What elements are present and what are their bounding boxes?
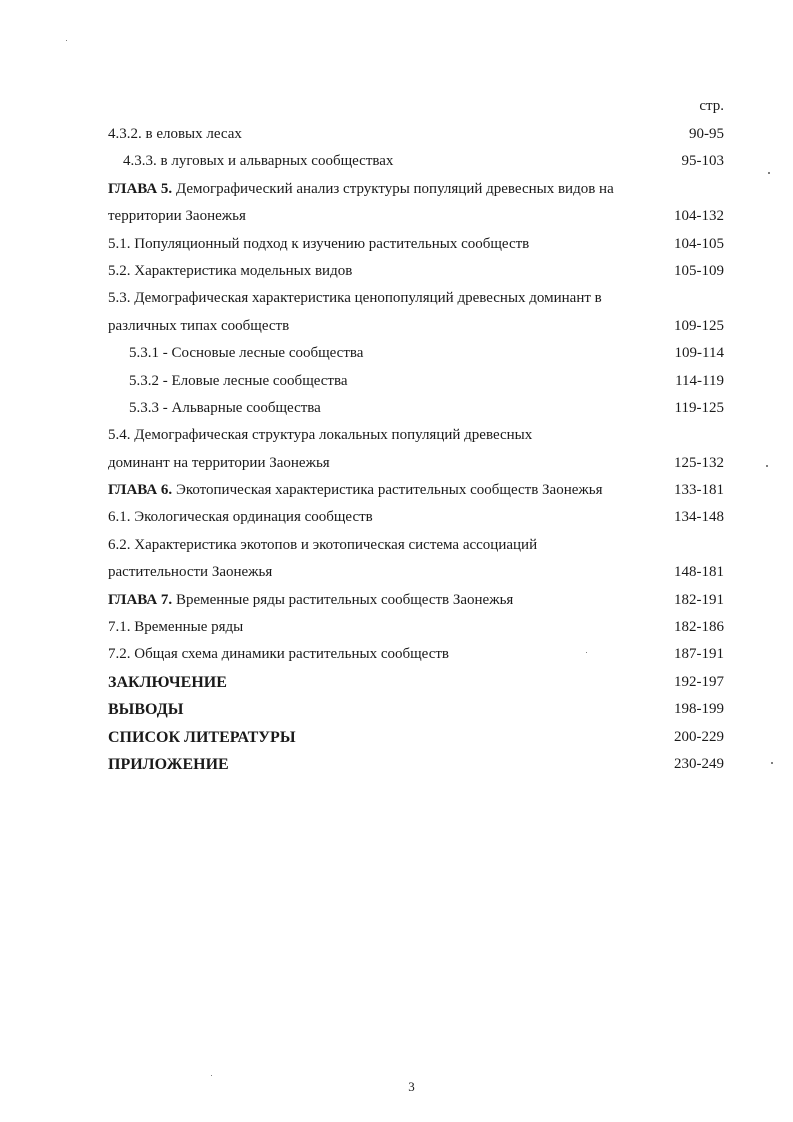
chapter-title: Экотопическая характеристика растительных сообществ Заонежья (172, 482, 603, 499)
toc-entry-text: доминант на территории Заонежья (108, 454, 330, 471)
toc-entry-5-3 (108, 285, 724, 312)
toc-entry-text: 5.3.3 - Альварные сообщества (129, 399, 321, 416)
toc-entry-pages: 134-148 (674, 509, 724, 526)
toc-entry-6-1 (108, 504, 724, 531)
toc-entry-6-2-continued (108, 559, 724, 586)
toc-entry-text (108, 176, 614, 203)
toc-entry-text: 5.4. Демографическая структура локальных популяций древесных (108, 427, 533, 444)
toc-references (108, 724, 724, 751)
scan-speck (768, 172, 770, 174)
scan-speck (771, 762, 773, 764)
scan-speck (586, 652, 587, 653)
toc-findings (108, 696, 724, 723)
toc-entry-pages: 133-181 (674, 482, 724, 499)
toc-entry-pages: 104-132 (674, 208, 724, 225)
toc-entry-6-2 (108, 532, 724, 559)
toc-entry-text (108, 587, 513, 614)
toc-entry-text: 5.3.2 - Еловые лесные сообщества (129, 372, 348, 389)
toc-entry-text: 5.1. Популяционный подход к изучению растительных сообществ (108, 235, 530, 252)
chapter-label: ГЛАВА 6. (108, 482, 173, 499)
toc-entry-5-3-continued (108, 313, 724, 340)
toc-entry-text: СПИСОК ЛИТЕРАТУРЫ (108, 728, 296, 746)
toc-entry-text: 5.3.1 - Сосновые лесные сообщества (129, 345, 364, 362)
toc-entry-5-2 (108, 258, 724, 285)
toc-entry-7-1 (108, 614, 724, 641)
toc-entry-pages: 230-249 (674, 755, 724, 772)
toc-entry-text: 6.1. Экологическая ординация сообществ (108, 509, 373, 526)
toc-entry-pages: 182-186 (674, 619, 724, 636)
chapter-title: Временные ряды растительных сообществ Заонежья (172, 591, 514, 608)
toc-entry-pages: 104-105 (674, 235, 724, 252)
toc-entry-pages: 114-119 (675, 372, 724, 389)
toc-entry-5-4 (108, 422, 724, 449)
toc-entry-4-3-2 (108, 121, 724, 148)
scan-speck (66, 40, 67, 41)
toc-entry-pages: 198-199 (674, 701, 724, 718)
toc-entry-7-2 (108, 641, 724, 668)
toc-entry-text: 5.3. Демографическая характеристика ценопопуляций древесных доминант в (108, 290, 602, 307)
toc-entry-pages: 192-197 (674, 673, 724, 690)
toc-entry-pages: 105-109 (674, 262, 724, 279)
pages-column-label: стр. (699, 98, 724, 114)
toc-appendix (108, 751, 724, 778)
toc-chapter-6-heading (108, 477, 724, 504)
toc-chapter-5-heading (108, 176, 724, 203)
toc-entry-text (108, 477, 603, 504)
toc-entry-text: 6.2. Характеристика экотопов и экотопическая система ассоциаций (108, 536, 538, 553)
toc-entry-5-1 (108, 231, 724, 258)
toc-entry-pages: 119-125 (674, 399, 724, 416)
toc-entry-5-3-3 (108, 395, 724, 422)
toc-entry-text: ВЫВОДЫ (108, 701, 184, 719)
chapter-title: Демографический анализ структуры популяций древесных видов на (172, 180, 614, 197)
toc-entry-text: ПРИЛОЖЕНИЕ (108, 755, 229, 773)
toc-entry-4-3-3 (108, 148, 724, 175)
toc-entry-text: территории Заонежья (108, 208, 246, 225)
toc-entry-text: различных типах сообществ (108, 317, 290, 334)
toc-entry-text: ЗАКЛЮЧЕНИЕ (108, 673, 227, 691)
toc-entry-pages: 187-191 (674, 646, 724, 663)
toc-entry-pages: 109-114 (674, 345, 724, 362)
toc-entry-pages: 90-95 (689, 126, 724, 142)
page-number: 3 (408, 1079, 415, 1094)
toc-entry-pages: 95-103 (681, 153, 724, 170)
toc-conclusion (108, 669, 724, 696)
toc-entry-pages: 109-125 (674, 317, 724, 334)
toc-entry-pages: 125-132 (674, 454, 724, 471)
toc-entry-text: 7.1. Временные ряды (108, 619, 244, 636)
toc-entry-text: 5.2. Характеристика модельных видов (108, 262, 353, 279)
toc-entry-text: 7.2. Общая схема динамики растительных сообществ (108, 646, 450, 663)
toc-entry-text: растительности Заонежья (108, 564, 273, 581)
toc-entry-5-3-2 (108, 368, 724, 395)
chapter-label: ГЛАВА 5. (108, 180, 173, 197)
scan-speck (766, 465, 768, 467)
toc-entry-pages: 148-181 (674, 564, 724, 581)
scan-speck (211, 1075, 212, 1076)
toc-entry-5-3-1 (108, 340, 724, 367)
chapter-label: ГЛАВА 7. (108, 591, 173, 608)
table-of-contents (108, 121, 724, 778)
toc-entry-text: 4.3.3. в луговых и альварных сообществах (123, 153, 394, 170)
toc-chapter-7-heading (108, 587, 724, 614)
toc-entry-pages: 200-229 (674, 728, 724, 745)
toc-entry-text: 4.3.2. в еловых лесах (108, 126, 242, 142)
toc-entry-5-4-continued (108, 450, 724, 477)
toc-entry-pages: 182-191 (674, 591, 724, 608)
toc-chapter-5-continued (108, 203, 724, 230)
